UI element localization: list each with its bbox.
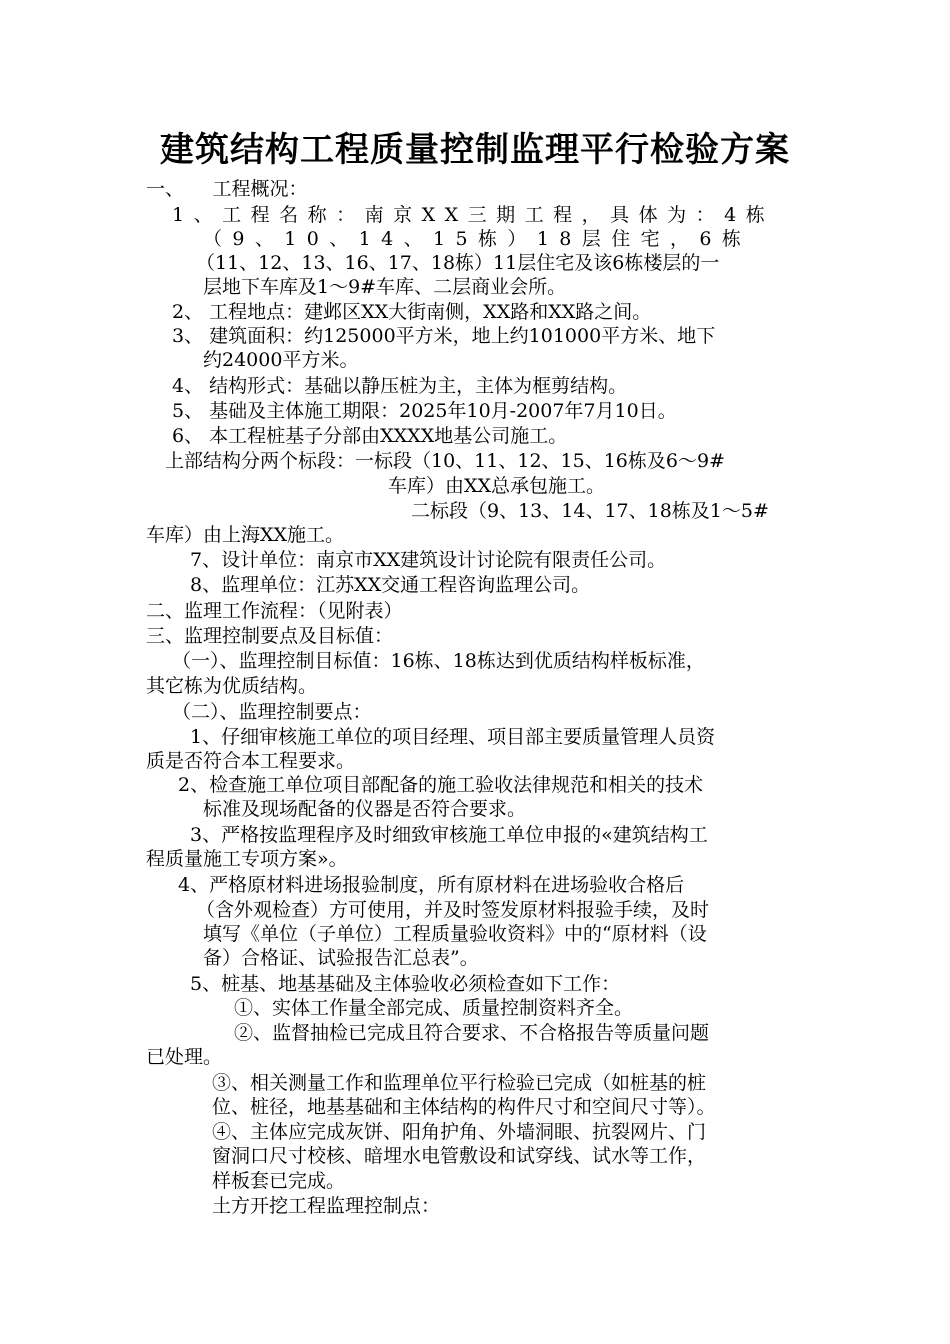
line-20: （一）、监理控制目标值：16栋、18栋达到优质结构样板标准， <box>172 650 705 672</box>
line-28: 程质量施工专项方案»。 <box>146 848 348 870</box>
line-27: 3、严格按监理程序及时细致审核施工单位申报的«建筑结构工 <box>190 824 708 846</box>
line-40: 窗洞口尺寸校核、暗埋水电管敷设和试穿线、试水等工作， <box>212 1145 707 1167</box>
line-42: 土方开挖工程监理控制点： <box>212 1195 441 1217</box>
line-05: 层地下车库及1～9#车库、二层商业会所。 <box>203 276 567 298</box>
line-24: 质是否符合本工程要求。 <box>146 750 356 772</box>
line-21: 其它栋为优质结构。 <box>146 675 318 697</box>
line-17: 8、监理单位：江苏XX交通工程咨询监理公司。 <box>190 574 591 596</box>
line-07: 3、 建筑面积：约125000平方米，地上约101000平方米、地下 <box>172 325 716 347</box>
line-35: ②、监督抽检已完成且符合要求、不合格报告等质量问题 <box>234 1022 710 1044</box>
line-03: （9、10、14、15栋）18层住宅，6栋 <box>203 228 752 250</box>
line-33: 5、桩基、地基基础及主体验收必须检查如下工作： <box>190 973 621 995</box>
line-13: 车库）由XX总承包施工。 <box>388 475 606 497</box>
line-11: 6、 本工程桩基子分部由XXXX地基公司施工。 <box>172 425 568 447</box>
line-26: 标准及现场配备的仪器是否符合要求。 <box>203 798 527 820</box>
line-29: 4、严格原材料进场报验制度，所有原材料在进场验收合格后 <box>178 874 685 896</box>
line-08: 约24000平方米。 <box>203 349 359 371</box>
line-09: 4、 结构形式：基础以静压桩为主，主体为框剪结构。 <box>172 375 628 397</box>
line-14: 二标段（9、13、14、17、18栋及1～5# <box>411 500 769 522</box>
line-12: 上部结构分两个标段：一标段（10、11、12、15、16栋及6～9# <box>165 450 725 472</box>
line-36: 已处理。 <box>146 1046 223 1068</box>
line-15: 车库）由上海XX施工。 <box>146 524 345 546</box>
line-41: 样板套已完成。 <box>212 1170 346 1192</box>
line-31: 填写《单位（子单位）工程质量验收资料》中的“原材料（设 <box>203 923 707 945</box>
line-32: 备）合格证、试验报告汇总表”。 <box>203 947 479 969</box>
line-39: ④、主体应完成灰饼、阳角护角、外墙洞眼、抗裂网片、门 <box>212 1121 707 1143</box>
line-19: 三、监理控制要点及目标值： <box>146 625 394 647</box>
line-01: 一、 工程概况： <box>146 178 308 200</box>
line-06: 2、 工程地点：建邺区XX大街南侧，XX路和XX路之间。 <box>172 301 652 323</box>
line-34: ①、实体工作量全部完成、质量控制资料齐全。 <box>234 997 634 1019</box>
line-02 <box>172 203 806 227</box>
line-10: 5、 基础及主体施工期限：2025年10月-2007年7月10日。 <box>172 400 677 422</box>
line-38: 位、桩径，地基基础和主体结构的构件尺寸和空间尺寸等）。 <box>212 1096 716 1118</box>
line-04: （11、12、13、16、17、18栋）11层住宅及该6栋楼层的一 <box>196 252 720 274</box>
line-02-text: 1、工程名称：南京XX三期工程，具体为：4栋 <box>172 204 775 226</box>
line-18: 二、监理工作流程：（见附表） <box>146 600 403 622</box>
line-25: 2、检查施工单位项目部配备的施工验收法律规范和相关的技术 <box>178 774 704 796</box>
line-37: ③、相关测量工作和监理单位平行检验已完成（如桩基的桩 <box>212 1072 707 1094</box>
line-16: 7、设计单位：南京市XX建筑设计讨论院有限责任公司。 <box>190 549 667 571</box>
line-30: （含外观检查）方可使用，并及时签发原材料报验手续，及时 <box>196 899 710 921</box>
line-22: （二）、监理控制要点： <box>172 701 372 723</box>
document-title: 建筑结构工程质量控制监理平行检验方案 <box>160 130 790 170</box>
line-23: 1、仔细审核施工单位的项目经理、项目部主要质量管理人员资 <box>190 726 716 748</box>
